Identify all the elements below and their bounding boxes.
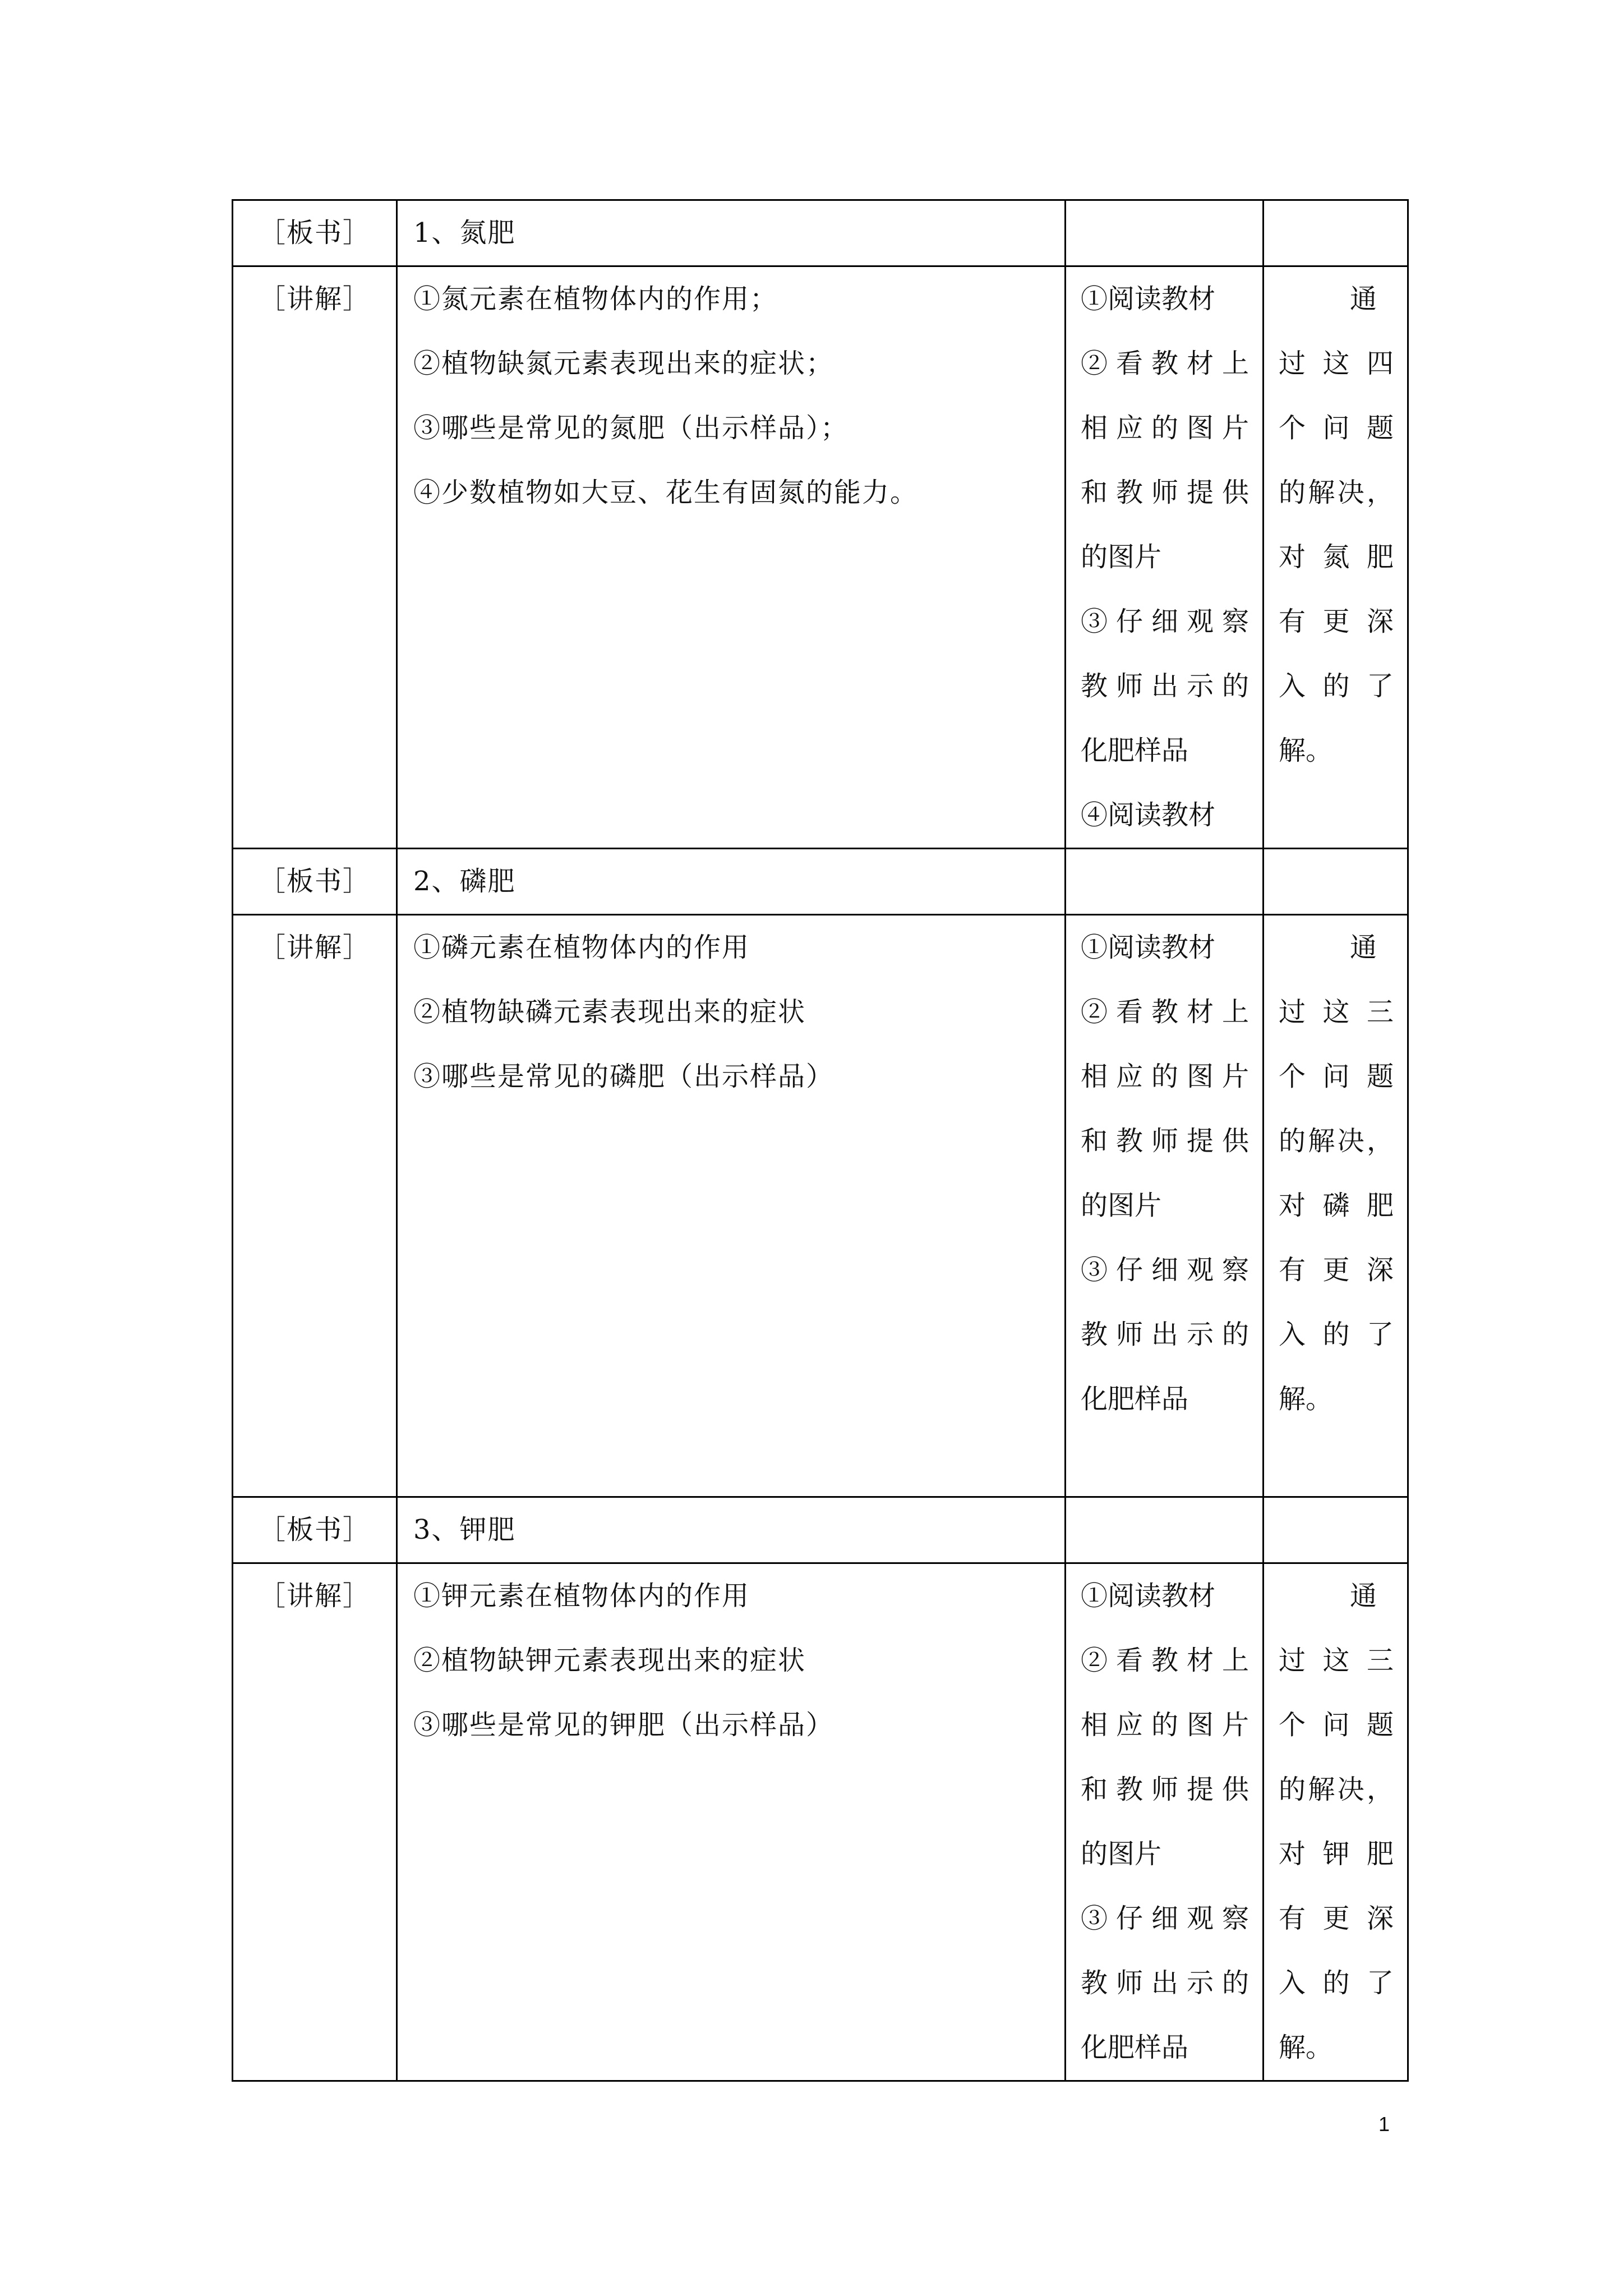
activity-line: ①阅读教材: [1081, 1580, 1216, 1612]
purpose-line: 个问题: [1279, 412, 1394, 444]
purpose-line: 解。: [1279, 2032, 1333, 2063]
design-purpose-cell: [1264, 1563, 1408, 2081]
purpose-line: 对钾肥: [1279, 1838, 1394, 1870]
lesson-plan-table: [232, 199, 1409, 2082]
activity-line: 化肥样品: [1081, 735, 1189, 766]
board-title: 3、钾肥: [413, 1514, 516, 1545]
empty-cell: [1264, 849, 1408, 915]
explain-points-cell: [397, 266, 1066, 849]
board-title-cell: [397, 200, 1066, 266]
student-activities: [1066, 1564, 1262, 2080]
explain-row-potash: [233, 1563, 1408, 2081]
explain-points-cell: [397, 915, 1066, 1497]
activity-line: ①阅读教材: [1081, 283, 1216, 315]
design-purpose: [1264, 915, 1407, 1432]
purpose-line: 的解决，: [1279, 477, 1394, 508]
explain-label-cell: [233, 1563, 397, 2081]
board-row-nitrogen: [233, 200, 1408, 266]
board-label: ［板书］: [258, 217, 371, 249]
explain-point: ②植物缺氮元素表现出来的症状；: [413, 348, 834, 379]
empty-cell: [1264, 1497, 1408, 1563]
explain-label-cell: [233, 266, 397, 849]
purpose-line: 有更深: [1279, 1254, 1394, 1286]
activity-line: 和教师提供: [1081, 1125, 1249, 1157]
explain-point: ①氮元素在植物体内的作用；: [413, 283, 778, 315]
purpose-line: 的解决，: [1279, 1125, 1394, 1157]
purpose-line: 对磷肥: [1279, 1190, 1394, 1221]
activity-line: ③仔细观察: [1081, 1903, 1249, 1934]
purpose-line: 过这四: [1279, 348, 1394, 379]
activity-line: 教师出示的: [1081, 1319, 1249, 1350]
activity-line: 教师出示的: [1081, 1967, 1249, 1999]
purpose-line: 有更深: [1279, 1903, 1394, 1934]
explain-points: [398, 267, 1064, 525]
student-activity-cell: [1066, 915, 1264, 1497]
purpose-line: 解。: [1279, 735, 1333, 766]
activity-line: ③仔细观察: [1081, 1254, 1249, 1286]
page-number: 1: [1378, 2113, 1390, 2136]
board-title: 2、磷肥: [413, 866, 516, 897]
purpose-line: 过这三: [1279, 996, 1394, 1028]
explain-point: ③哪些是常见的氮肥（出示样品）；: [413, 412, 849, 444]
activity-line: ①阅读教材: [1081, 932, 1216, 963]
purpose-line: 个问题: [1279, 1061, 1394, 1092]
purpose-line: 通: [1349, 283, 1377, 315]
purpose-line: 通: [1349, 1580, 1377, 1612]
activity-line: 化肥样品: [1081, 2032, 1189, 2063]
activity-line: 相应的图片: [1081, 1061, 1249, 1092]
explain-label: ［讲解］: [258, 1580, 371, 1612]
explain-label: ［讲解］: [258, 283, 371, 315]
activity-line: 和教师提供: [1081, 1774, 1249, 1805]
board-label: ［板书］: [258, 1514, 371, 1545]
board-row-potash: [233, 1497, 1408, 1563]
explain-points: [398, 1564, 1064, 1757]
activity-line: 的图片: [1081, 1838, 1162, 1870]
design-purpose-cell: [1264, 266, 1408, 849]
explain-point: ③哪些是常见的钾肥（出示样品）: [413, 1709, 834, 1741]
student-activities: [1066, 267, 1262, 848]
student-activity-cell: [1066, 1563, 1264, 2081]
activity-line: 化肥样品: [1081, 1383, 1189, 1415]
design-purpose: [1264, 1564, 1407, 2080]
explain-point: ②植物缺钾元素表现出来的症状: [413, 1645, 806, 1676]
explain-row-nitrogen: [233, 266, 1408, 849]
activity-line: ②看教材上: [1081, 1645, 1249, 1676]
explain-points: [398, 915, 1064, 1109]
explain-point: ①钾元素在植物体内的作用: [413, 1580, 750, 1612]
activity-line: ④阅读教材: [1081, 799, 1216, 831]
activity-line: 相应的图片: [1081, 1709, 1249, 1741]
student-activities: [1066, 915, 1262, 1432]
empty-cell: [1066, 849, 1264, 915]
purpose-line: 过这三: [1279, 1645, 1394, 1676]
purpose-line: 入的了: [1279, 1967, 1394, 1999]
activity-line: ②看教材上: [1081, 996, 1249, 1028]
board-label-cell: [233, 1497, 397, 1563]
explain-point: ④少数植物如大豆、花生有固氮的能力。: [413, 477, 919, 508]
board-label-cell: [233, 200, 397, 266]
explain-label: ［讲解］: [258, 932, 371, 963]
purpose-line: 有更深: [1279, 606, 1394, 637]
explain-point: ③哪些是常见的磷肥（出示样品）: [413, 1061, 834, 1092]
purpose-line: 的解决，: [1279, 1774, 1394, 1805]
design-purpose-cell: [1264, 915, 1408, 1497]
purpose-line: 通: [1349, 932, 1377, 963]
board-title-cell: [397, 849, 1066, 915]
student-activity-cell: [1066, 266, 1264, 849]
activity-line: 的图片: [1081, 1190, 1162, 1221]
board-title: 1、氮肥: [413, 217, 516, 249]
board-label-cell: [233, 849, 397, 915]
explain-point: ②植物缺磷元素表现出来的症状: [413, 996, 806, 1028]
board-label: ［板书］: [258, 866, 371, 897]
activity-line: 的图片: [1081, 541, 1162, 573]
purpose-line: 对氮肥: [1279, 541, 1394, 573]
empty-cell: [1066, 1497, 1264, 1563]
purpose-line: 解。: [1279, 1383, 1333, 1415]
activity-line: ③仔细观察: [1081, 606, 1249, 637]
design-purpose: [1264, 267, 1407, 783]
explain-label-cell: [233, 915, 397, 1497]
activity-line: 教师出示的: [1081, 670, 1249, 702]
explain-point: ①磷元素在植物体内的作用: [413, 932, 750, 963]
empty-cell: [1066, 200, 1264, 266]
board-title-cell: [397, 1497, 1066, 1563]
explain-row-phosphate: [233, 915, 1408, 1497]
board-row-phosphate: [233, 849, 1408, 915]
activity-line: 和教师提供: [1081, 477, 1249, 508]
purpose-line: 入的了: [1279, 1319, 1394, 1350]
purpose-line: 个问题: [1279, 1709, 1394, 1741]
explain-points-cell: [397, 1563, 1066, 2081]
purpose-line: 入的了: [1279, 670, 1394, 702]
activity-line: ②看教材上: [1081, 348, 1249, 379]
activity-line: 相应的图片: [1081, 412, 1249, 444]
empty-cell: [1264, 200, 1408, 266]
